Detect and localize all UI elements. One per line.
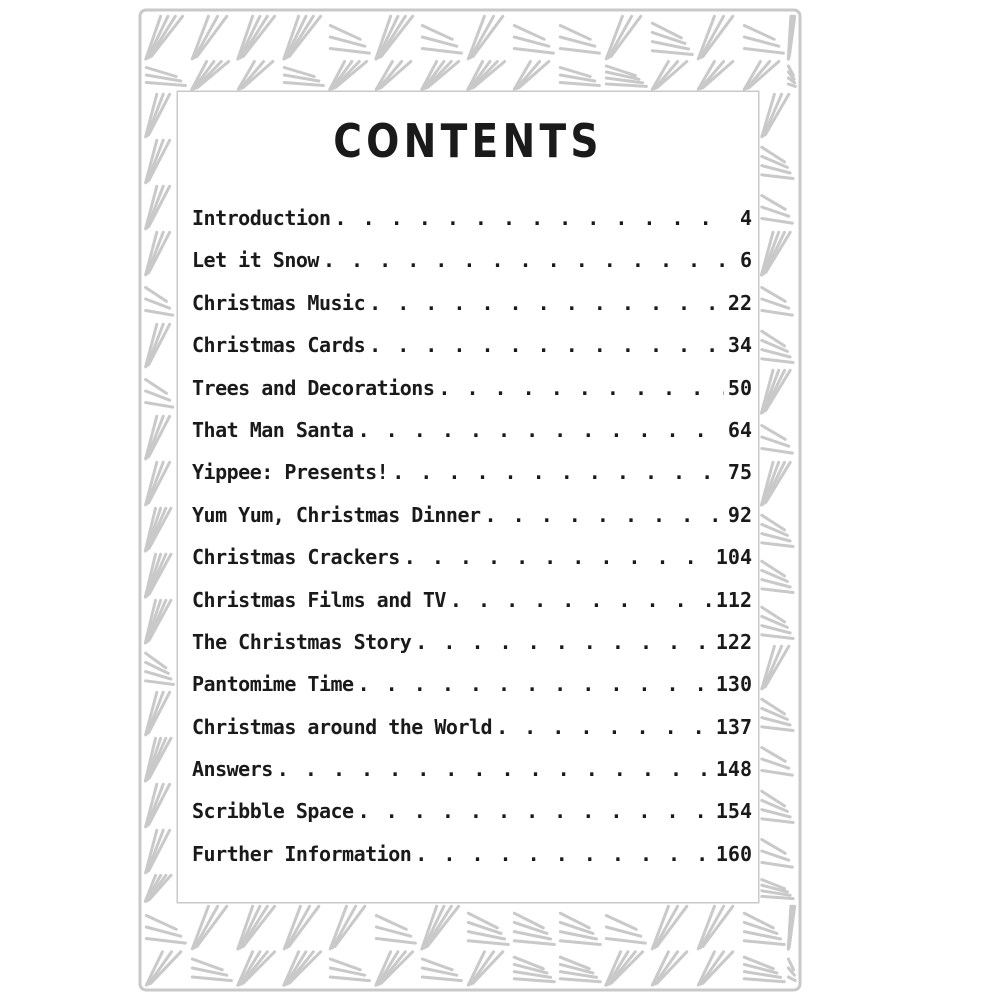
toc-entry	[192, 503, 752, 545]
dot-leader	[358, 418, 724, 442]
dot-leader	[369, 291, 724, 315]
toc-entry-page-number: 148	[715, 757, 752, 782]
toc-entry	[192, 842, 752, 884]
toc-entry	[192, 291, 752, 333]
toc-entry-page-number: 75	[727, 460, 752, 485]
dot-leader	[358, 672, 712, 696]
toc-entry-title: Answers	[192, 757, 273, 782]
dot-leader	[404, 545, 712, 569]
contents-panel	[178, 92, 758, 902]
toc-entry	[192, 206, 752, 248]
toc-entry	[192, 630, 752, 672]
dot-leader	[277, 757, 712, 781]
toc-entry-page-number: 6	[739, 248, 752, 273]
dot-leader	[392, 460, 724, 484]
toc-entry-title: Yippee: Presents!	[192, 460, 389, 485]
dot-leader	[450, 588, 712, 612]
toc-entry-title: Christmas around the World	[192, 714, 493, 739]
toc-entry-title: Introduction	[192, 206, 331, 230]
toc-entry-page-number: 154	[715, 799, 752, 824]
toc-entry-title: Pantomime Time	[192, 672, 354, 697]
toc-entry-title: Trees and Decorations	[192, 375, 435, 400]
dot-leader	[415, 630, 712, 654]
toc-entry	[192, 248, 752, 290]
dot-leader	[438, 376, 724, 400]
toc-entry-title: Christmas Films and TV	[192, 587, 446, 612]
toc-entry-page-number: 50	[727, 375, 752, 400]
toc-entry	[192, 757, 752, 799]
toc-entry-page-number: 4	[739, 206, 752, 230]
toc-entry-page-number: 64	[727, 417, 752, 442]
toc-entry	[192, 376, 752, 418]
toc-entry	[192, 715, 752, 757]
toc-entry-title: Christmas Crackers	[192, 545, 400, 570]
toc-entry-page-number: 104	[715, 545, 752, 570]
toc-entry-title: Christmas Music	[192, 290, 366, 315]
toc-entry-page-number: 34	[727, 333, 752, 358]
dot-leader	[415, 842, 712, 866]
toc-entry-title: Scribble Space	[192, 799, 354, 824]
toc-entry	[192, 588, 752, 630]
dot-leader	[496, 715, 712, 739]
toc-entry-title: The Christmas Story	[192, 629, 412, 654]
table-of-contents	[192, 206, 752, 884]
toc-entry-title: That Man Santa	[192, 417, 354, 442]
toc-entry	[192, 672, 752, 714]
toc-entry-page-number: 22	[727, 290, 752, 315]
toc-entry-page-number: 130	[715, 672, 752, 697]
toc-entry-title: Further Information	[192, 841, 412, 866]
toc-entry-title: Christmas Cards	[192, 333, 366, 358]
toc-entry	[192, 418, 752, 460]
dot-leader	[358, 799, 712, 823]
toc-entry	[192, 460, 752, 502]
dot-leader	[485, 503, 724, 527]
toc-entry-page-number: 92	[727, 502, 752, 527]
toc-entry-page-number: 137	[715, 714, 752, 739]
toc-entry	[192, 545, 752, 587]
toc-entry	[192, 799, 752, 841]
toc-entry	[192, 333, 752, 375]
page-title: CONTENTS	[333, 114, 603, 168]
dot-leader	[323, 248, 730, 272]
toc-entry-page-number: 122	[715, 629, 752, 654]
dot-leader	[335, 206, 731, 230]
toc-entry-title: Let it Snow	[192, 248, 319, 273]
toc-entry-title: Yum Yum, Christmas Dinner	[192, 502, 481, 527]
toc-entry-page-number: 160	[715, 841, 752, 866]
toc-entry-page-number: 112	[715, 587, 752, 612]
dot-leader	[369, 333, 724, 357]
